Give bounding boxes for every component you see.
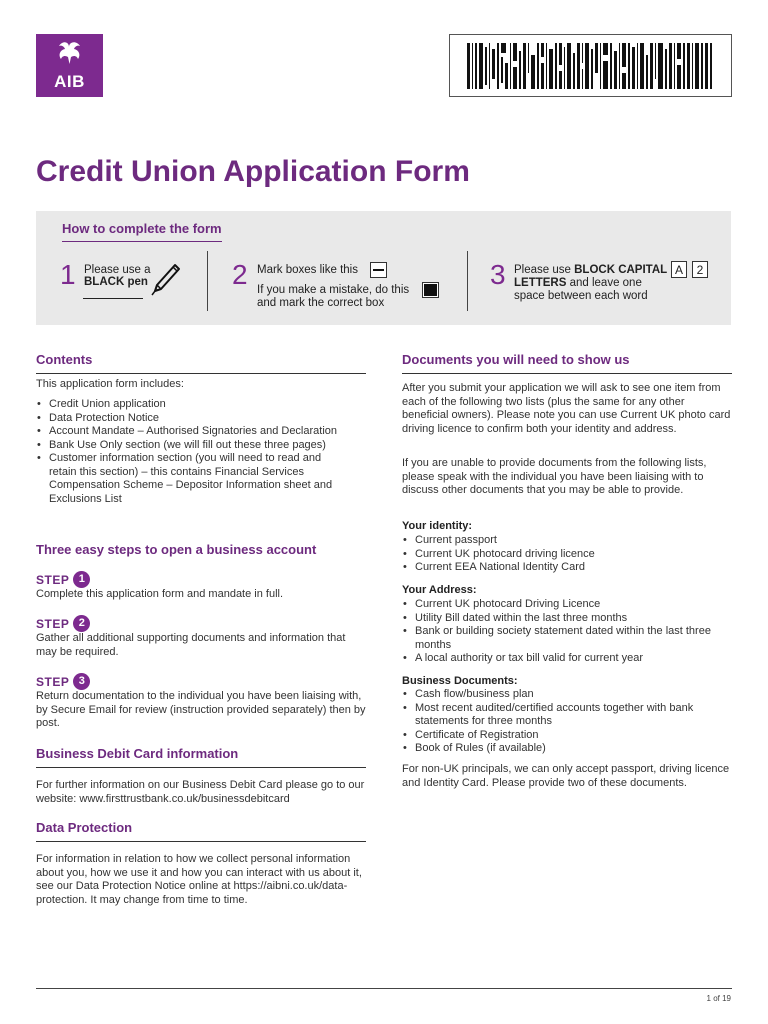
- logo-text: AIB: [54, 72, 85, 91]
- documents-para-2: If you are unable to provide documents from the following lists, please speak with the individual you have been liaising with to discuss other documents that you may be able to provide.: [402, 457, 707, 496]
- step-3-label: STEP 3: [36, 673, 90, 690]
- how-to-heading: How to complete the form: [62, 221, 222, 242]
- footer-rule: [36, 988, 732, 989]
- list-item: • Credit Union application: [36, 398, 366, 412]
- step-2-text: Gather all additional supporting documents and information that may be required.: [36, 632, 346, 658]
- business-documents-label: Business Documents:: [402, 675, 518, 687]
- contents-heading: Contents: [36, 352, 93, 367]
- list-item: • Current UK photocard driving licence: [402, 548, 732, 562]
- list-item: • Book of Rules (if available): [402, 742, 732, 756]
- list-item: • A local authority or tax bill valid for current year: [402, 652, 732, 666]
- three-steps-heading: Three easy steps to open a business account: [36, 542, 317, 557]
- list-item: • Customer information section (you will need to read and retain this section) – this contains Financial Services Compensation Scheme – Depositor Information sheet and Exclusions List: [36, 452, 366, 506]
- section-rule: [36, 767, 366, 768]
- documents-para-3: For non-UK principals, we can only accept passport, driving licence and Identity Card. Please provide two of these documents.: [402, 763, 730, 789]
- pen-icon: [149, 263, 181, 297]
- list-item: • Current UK photocard Driving Licence: [402, 598, 732, 612]
- list-item: • Data Protection Notice: [36, 412, 366, 426]
- how-to-panel: [36, 211, 731, 325]
- instruction-3-line2: LETTERS and leave one: [514, 277, 642, 289]
- list-item: • Utility Bill dated within the last three months: [402, 612, 732, 626]
- contents-intro: This application form includes:: [36, 378, 184, 390]
- documents-heading: Documents you will need to show us: [402, 352, 630, 367]
- instruction-1-line1: Please use a: [84, 264, 151, 276]
- instruction-1-line2: BLACK pen: [84, 276, 148, 288]
- page-number: 1 of 19: [706, 994, 731, 1003]
- address-label: Your Address:: [402, 584, 477, 596]
- identity-list: [402, 534, 732, 575]
- step-1-text: Complete this application form and mandate in full.: [36, 588, 284, 600]
- divider: [467, 251, 468, 311]
- letter-box-example: A: [671, 261, 687, 278]
- step-1-label: STEP 1: [36, 571, 90, 588]
- debit-card-heading: Business Debit Card information: [36, 746, 239, 761]
- list-item: • Certificate of Registration: [402, 729, 732, 743]
- step-2-label: STEP 2: [36, 615, 90, 632]
- data-protection-heading: Data Protection: [36, 820, 133, 835]
- step-number-badge: 3: [73, 673, 90, 690]
- instruction-number-1: 1: [60, 259, 76, 290]
- instruction-2-line3: and mark the correct box: [257, 297, 385, 309]
- list-item: • Most recent audited/certified accounts together with bank statements for three months: [402, 702, 732, 729]
- contents-list: [36, 398, 366, 506]
- section-rule: [402, 373, 732, 374]
- pen-underline: [83, 298, 143, 299]
- instruction-3-line3: space between each word: [514, 290, 648, 302]
- identity-label: Your identity:: [402, 520, 473, 532]
- list-item: • Current EEA National Identity Card: [402, 561, 732, 575]
- divider: [207, 251, 208, 311]
- filled-checkbox-example: [422, 282, 439, 298]
- debit-card-text: For further information on our Business Debit Card please go to our website: www.firsttrustbank.co.uk/businessdebitcard: [36, 779, 365, 805]
- aib-logo: [36, 34, 103, 97]
- address-list: [402, 598, 732, 666]
- barcode: [449, 34, 732, 97]
- barcode-graphic: [467, 43, 715, 89]
- list-item: • Cash flow/business plan: [402, 688, 732, 702]
- list-item: • Bank or building society statement dated within the last three months: [402, 625, 732, 652]
- instruction-3-line1: Please use BLOCK CAPITAL: [514, 264, 668, 276]
- list-item: • Account Mandate – Authorised Signatories and Declaration: [36, 425, 366, 439]
- documents-para-1: After you submit your application we will ask to see one item from each of the following two lists (plus the same for any other beneficial owners). Please note you can use Current UK photo card driving licence to confirm both your identity and address.: [402, 382, 731, 435]
- instruction-number-2: 2: [232, 259, 248, 290]
- instruction-2-line2: If you make a mistake, do this: [257, 284, 410, 296]
- business-documents-list: [402, 688, 732, 756]
- instruction-2-line1: Mark boxes like this: [257, 264, 358, 276]
- letter-box-example: 2: [692, 261, 708, 278]
- instruction-number-3: 3: [490, 259, 506, 290]
- aib-logo-icon: [53, 40, 86, 70]
- page-title: Credit Union Application Form: [36, 155, 470, 188]
- step-3-text: Return documentation to the individual you have been liaising with, by Secure Email for review (instruction provided separately) then by post.: [36, 690, 366, 729]
- list-item: • Bank Use Only section (we will fill out these three pages): [36, 439, 366, 453]
- marked-checkbox-example: [370, 262, 387, 278]
- step-number-badge: 2: [73, 615, 90, 632]
- section-rule: [36, 373, 366, 374]
- list-item: • Current passport: [402, 534, 732, 548]
- data-protection-text: For information in relation to how we collect personal information about you, how we use it and how you can interact with us about it, see our Data Protection Notice online at https://aibni.co.uk/data-protection. It may change from time to time.: [36, 853, 362, 906]
- step-number-badge: 1: [73, 571, 90, 588]
- section-rule: [36, 841, 366, 842]
